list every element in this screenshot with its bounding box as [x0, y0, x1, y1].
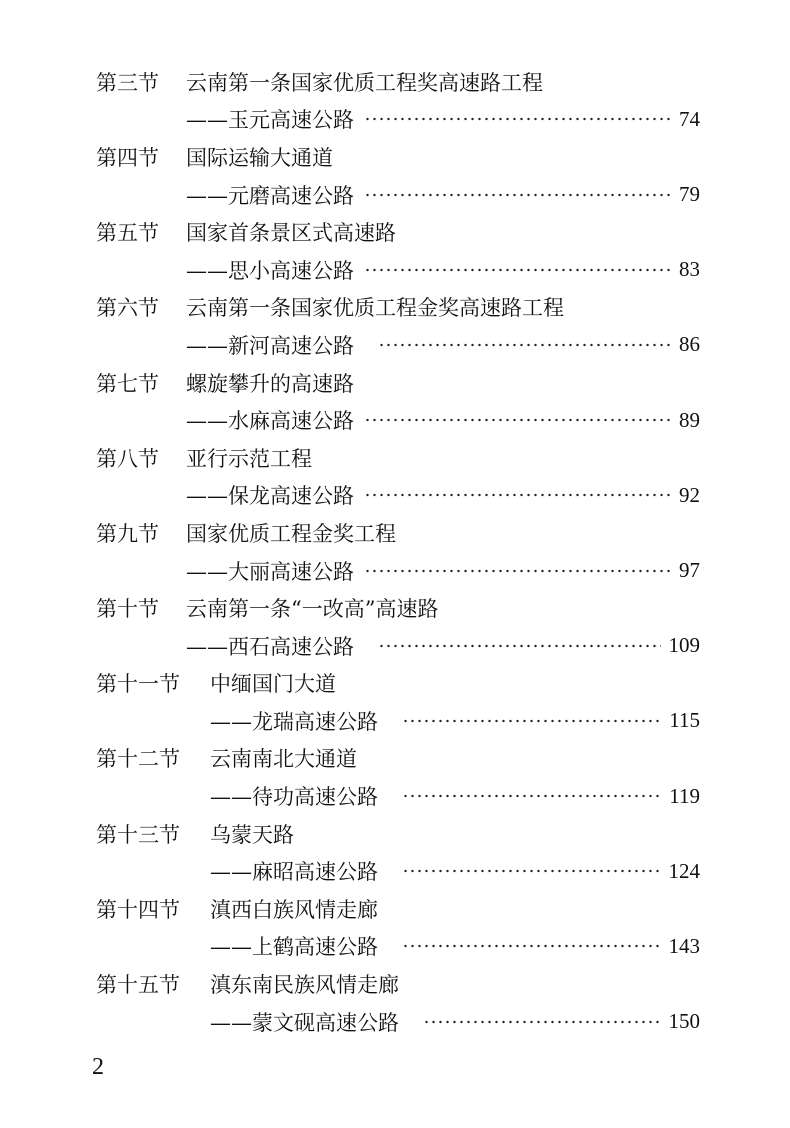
section-subtitle: ——龙瑞高速公路 [210, 709, 378, 734]
dot-leader [402, 869, 661, 873]
section-title: 乌蒙天路 [210, 822, 294, 847]
toc-entry [96, 589, 700, 664]
section-label: 第十一节 [96, 672, 180, 697]
toc-entry [96, 213, 700, 288]
dot-leader [364, 493, 671, 497]
section-title: 云南南北大通道 [210, 747, 357, 772]
page-ref: 89 [679, 407, 700, 432]
section-title: 国际运输大通道 [186, 145, 333, 170]
section-title: 中缅国门大道 [210, 672, 336, 697]
page-number: 2 [92, 1054, 104, 1080]
page-ref: 97 [679, 558, 700, 583]
page-ref: 143 [668, 933, 700, 958]
section-label: 第七节 [96, 371, 159, 396]
section-subtitle: ——麻昭高速公路 [210, 860, 378, 885]
page-ref: 92 [679, 482, 700, 507]
page-ref: 124 [668, 858, 700, 883]
section-title: 国家优质工程金奖工程 [186, 521, 396, 546]
toc-entry [96, 665, 700, 740]
page-ref: 74 [679, 106, 700, 131]
section-subtitle: ——思小高速公路 [186, 258, 354, 283]
section-subtitle: ——水麻高速公路 [186, 409, 354, 434]
toc-entry [96, 890, 700, 965]
page-ref: 115 [669, 708, 700, 733]
toc-entry [96, 289, 700, 364]
dot-leader [378, 343, 671, 347]
section-label: 第十五节 [96, 973, 180, 998]
section-label: 第三节 [96, 70, 159, 95]
page-ref: 79 [679, 182, 700, 207]
page-ref: 150 [668, 1009, 700, 1034]
toc-entry [96, 815, 700, 890]
section-label: 第四节 [96, 145, 159, 170]
section-title: 螺旋攀升的高速路 [186, 371, 354, 396]
toc-entry [96, 138, 700, 213]
section-label: 第五节 [96, 221, 159, 246]
dot-leader [364, 193, 671, 197]
toc-entry [96, 740, 700, 815]
section-subtitle: ——待功高速公路 [210, 785, 378, 810]
section-label: 第九节 [96, 521, 159, 546]
section-subtitle: ——上鹤高速公路 [210, 935, 378, 960]
dot-leader [364, 569, 671, 573]
section-label: 第八节 [96, 446, 159, 471]
section-subtitle: ——玉元高速公路 [186, 108, 354, 133]
table-of-contents [96, 63, 700, 1040]
section-subtitle: ——保龙高速公路 [186, 484, 354, 509]
page-ref: 119 [669, 783, 700, 808]
toc-entry [96, 439, 700, 514]
section-subtitle: ——蒙文砚高速公路 [210, 1010, 399, 1035]
toc-entry [96, 965, 700, 1040]
section-title: 亚行示范工程 [186, 446, 312, 471]
dot-leader [402, 794, 661, 798]
dot-leader [364, 117, 671, 121]
dot-leader [423, 1020, 661, 1024]
toc-entry [96, 63, 700, 138]
section-subtitle: ——大丽高速公路 [186, 559, 354, 584]
page-ref: 83 [679, 257, 700, 282]
toc-entry [96, 364, 700, 439]
dot-leader [402, 944, 661, 948]
section-title: 国家首条景区式高速路 [186, 221, 396, 246]
section-title: 云南第一条“一改高”高速路 [186, 597, 439, 622]
page-ref: 109 [668, 633, 700, 658]
toc-entry [96, 514, 700, 589]
section-label: 第十三节 [96, 822, 180, 847]
dot-leader [364, 418, 671, 422]
section-label: 第十二节 [96, 747, 180, 772]
page-ref: 86 [679, 332, 700, 357]
section-label: 第十节 [96, 597, 159, 622]
section-title: 云南第一条国家优质工程金奖高速路工程 [186, 296, 564, 321]
section-label: 第六节 [96, 296, 159, 321]
section-title: 云南第一条国家优质工程奖高速路工程 [186, 70, 543, 95]
section-subtitle: ——元磨高速公路 [186, 183, 354, 208]
section-subtitle: ——西石高速公路 [186, 634, 354, 659]
section-label: 第十四节 [96, 897, 180, 922]
dot-leader [364, 268, 671, 272]
section-subtitle: ——新河高速公路 [186, 333, 354, 358]
dot-leader [378, 644, 661, 648]
section-title: 滇东南民族风情走廊 [210, 973, 399, 998]
dot-leader [402, 719, 661, 723]
section-title: 滇西白族风情走廊 [210, 897, 378, 922]
